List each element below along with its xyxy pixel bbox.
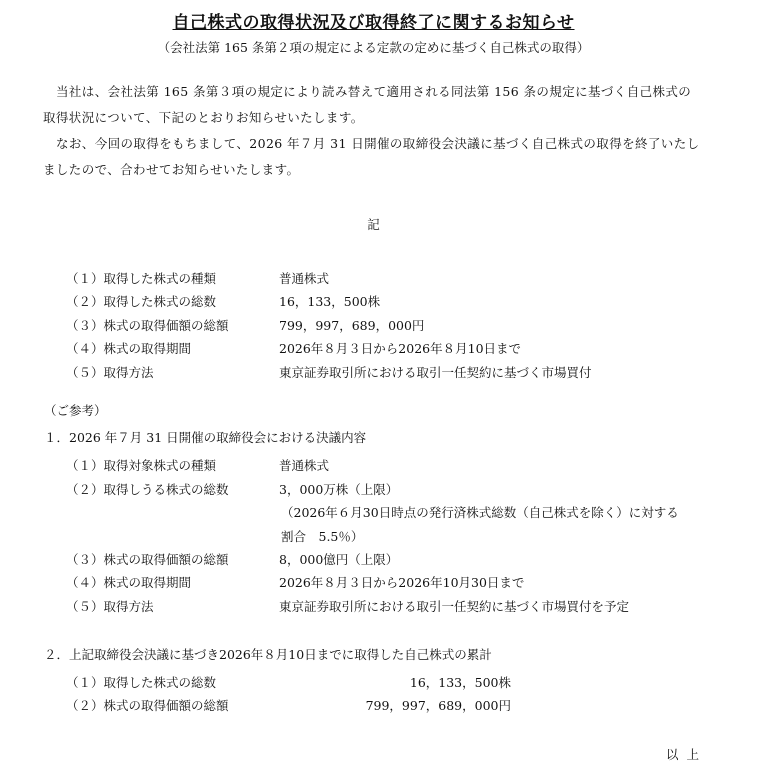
- document-subtitle: （会社法第 165 条第２項の規定による定款の定めに基づく自己株式の取得）: [157, 40, 590, 55]
- ki-marker: 記: [367, 217, 380, 232]
- status-label: （５）取得方法: [66, 365, 154, 380]
- intro-paragraph-1: 当社は、会社法第 165 条第３項の規定により読み替えて適用される同法第 156 条の規定に基づく自己株式の取得状況について、下記のとおりお知らせいたします。: [43, 84, 692, 125]
- status-value: 2026年８月３日から2026年８月10日まで: [279, 341, 522, 356]
- resolution-value: 8，000億円（上限）: [279, 552, 399, 567]
- status-label: （１）取得した株式の種類: [66, 271, 217, 286]
- resolution-label: （３）株式の取得価額の総額: [66, 552, 229, 567]
- cumulative-value: 16，133，500株: [409, 675, 511, 690]
- cumulative-label: （１）取得した株式の総数: [66, 675, 217, 690]
- closing-mark: 以上: [666, 747, 708, 762]
- status-label: （４）株式の取得期間: [66, 341, 192, 356]
- resolution-note-line-2: 割合 5.5％）: [281, 529, 364, 544]
- cumulative-value: 799，997，689，000円: [365, 698, 511, 713]
- resolution-value: 2026年８月３日から2026年10月30日まで: [279, 575, 525, 590]
- status-value: 16，133，500株: [279, 294, 381, 309]
- cumulative-label: （２）株式の取得価額の総額: [66, 698, 229, 713]
- resolution-value: 3，000万株（上限）: [279, 482, 399, 497]
- status-label: （３）株式の取得価額の総額: [66, 318, 229, 333]
- resolution-label: （１）取得対象株式の種類: [66, 458, 217, 473]
- status-label: （２）取得した株式の総数: [66, 294, 217, 309]
- resolution-value: 普通株式: [279, 458, 330, 473]
- section-1-heading: １．2026 年７月 31 日開催の取締役会における決議内容: [44, 430, 367, 445]
- resolution-value: 東京証券取引所における取引一任契約に基づく市場買付を予定: [279, 599, 630, 614]
- resolution-label: （５）取得方法: [66, 599, 154, 614]
- cumulative-row-total-price: [66, 695, 511, 717]
- resolution-label: （４）株式の取得期間: [66, 575, 192, 590]
- status-value: 799，997，689，000円: [279, 318, 425, 333]
- intro-paragraph-2: なお、今回の取得をもちまして、2026 年７月 31 日開催の取締役会決議に基づく自己株式の取得を終了いたしましたので、合わせてお知らせいたします。: [43, 136, 700, 177]
- reference-heading: （ご参考）: [44, 403, 107, 418]
- status-value: 普通株式: [279, 271, 330, 286]
- resolution-note-line-1: （2026年６月30日時点の発行済株式総数（自己株式を除く）に対する: [281, 505, 679, 520]
- status-value: 東京証券取引所における取引一任契約に基づく市場買付: [279, 365, 592, 380]
- section-2-heading: ２．上記取締役会決議に基づき2026年８月10日までに取得した自己株式の累計: [44, 647, 492, 662]
- cumulative-row-total-shares: [66, 672, 511, 694]
- document-title: 自己株式の取得状況及び取得終了に関するお知らせ: [172, 13, 575, 33]
- resolution-label: （２）取得しうる株式の総数: [66, 482, 229, 497]
